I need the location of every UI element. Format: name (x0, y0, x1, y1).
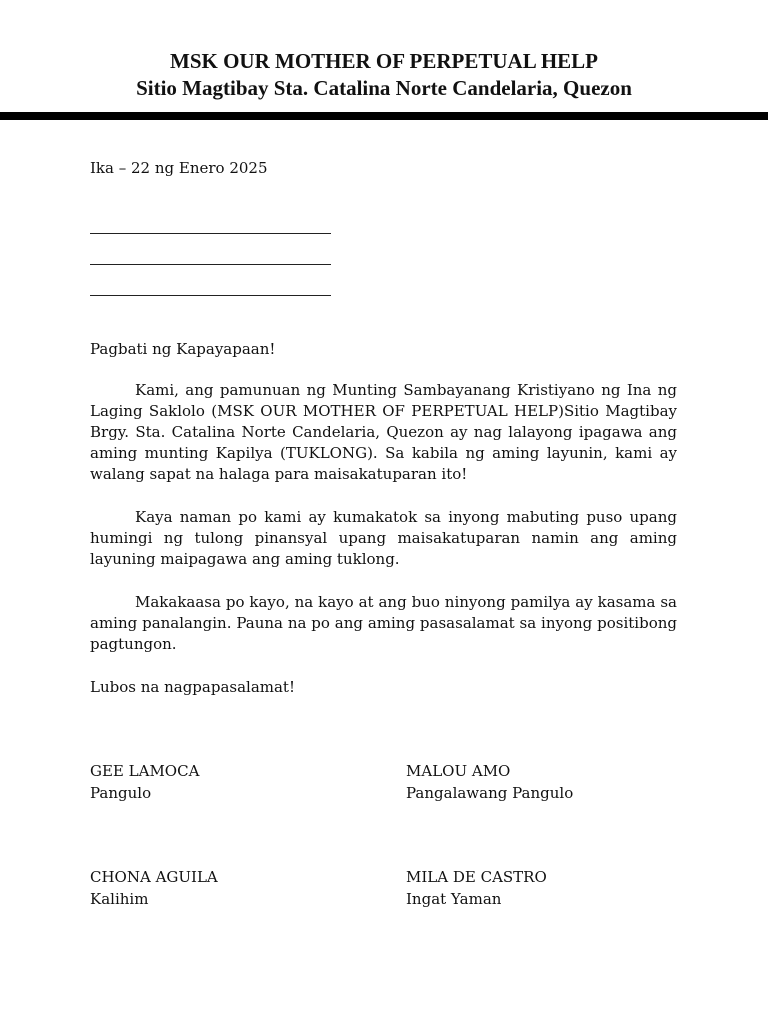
signatory-block (406, 761, 573, 804)
recipient-blank-line-3 (90, 295, 331, 296)
header-divider (0, 112, 768, 120)
signatory-name: CHONA AGUILA (90, 868, 218, 886)
recipient-blank-line-2 (90, 264, 331, 265)
signatory-title: Pangalawang Pangulo (406, 783, 574, 802)
body-paragraph-2: Kaya naman po kami ay kumakatok sa inyong mabuting puso upang humingi ng tulong pinansyal upang maisakatuparan namin ang aming layuning maipagawa ang aming tuklong. (90, 508, 677, 568)
salutation: Pagbati ng Kapayapaan! (90, 340, 276, 358)
signatory-block (90, 867, 218, 910)
letter-date: Ika – 22 ng Enero 2025 (90, 159, 268, 177)
signatory-block (406, 867, 547, 910)
recipient-blank-line-1 (90, 233, 331, 234)
signatory-title: Pangulo (90, 783, 152, 802)
signatory-title: Kalihim (90, 889, 149, 908)
body-paragraph-1: Kami, ang pamunuan ng Munting Sambayanang Kristiyano ng Ina ng Laging Saklolo (MSK OUR MOTHER OF PERPETUAL HELP)Sitio Magtibay Brgy. Sta. Catalina Norte Candelaria, Quezon ay nag lalayong ipagawa ang aming munting Kapilya (TUKLONG). Sa kabila ng aming layunin, kami ay walang sapat na halaga para maisakatuparan ito! (90, 381, 677, 483)
signatory-block (90, 761, 199, 804)
organization-address: Sitio Magtibay Sta. Catalina Norte Candelaria, Quezon (136, 76, 632, 100)
organization-name: MSK OUR MOTHER OF PERPETUAL HELP (170, 49, 598, 73)
signatory-title: Ingat Yaman (406, 889, 502, 908)
closing-line: Lubos na nagpapasalamat! (90, 678, 295, 696)
signatory-name: MILA DE CASTRO (406, 868, 547, 886)
signatory-name: MALOU AMO (406, 762, 511, 780)
letterhead (0, 48, 768, 102)
signatory-name: GEE LAMOCA (90, 762, 200, 780)
body-paragraph-3: Makakaasa po kayo, na kayo at ang buo ninyong pamilya ay kasama sa aming panalangin. Pauna na po ang aming pasasalamat sa inyong positibong pagtungon. (90, 593, 677, 653)
